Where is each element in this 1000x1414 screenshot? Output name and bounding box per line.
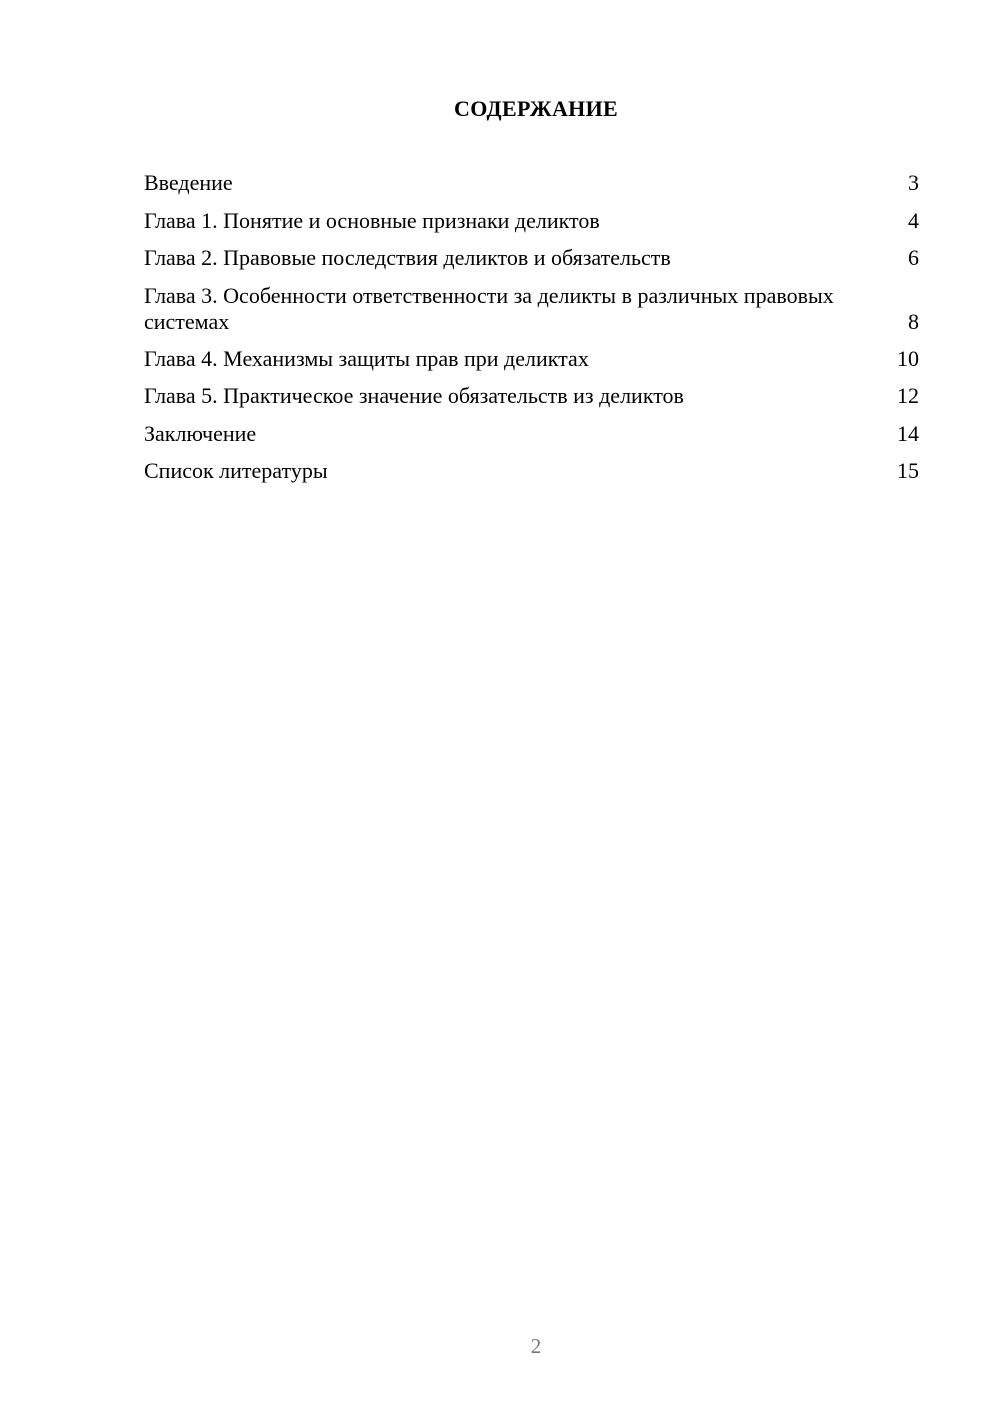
toc-entry-title: Глава 5. Практическое значение обязательств из деликтов	[144, 383, 684, 408]
toc-entry-title: Глава 3. Особенности ответственности за деликты в различных правовых системах	[144, 282, 834, 334]
toc-entry-chapter-1	[144, 208, 919, 234]
toc-entry-page: 8	[908, 308, 919, 334]
toc-heading: СОДЕРЖАНИЕ	[454, 96, 618, 121]
toc-entry-title: Введение	[144, 170, 233, 195]
toc-entry-page: 15	[897, 458, 919, 483]
toc-entry-page: 10	[897, 345, 919, 371]
toc-entry-page: 3	[908, 170, 919, 195]
page-number: 2	[530, 1334, 542, 1358]
toc-entry-page: 6	[908, 245, 919, 270]
toc-entry-page: 4	[908, 207, 919, 233]
toc-entry-title: Глава 1. Понятие и основные признаки деликтов	[144, 207, 600, 233]
toc-entry-chapter-2	[144, 245, 919, 271]
toc-entry-title: Глава 2. Правовые последствия деликтов и обязательств	[144, 245, 671, 270]
toc-entry-chapter-4	[144, 346, 919, 372]
toc-entry-title: Заключение	[144, 420, 257, 446]
toc-entry-introduction	[144, 170, 919, 196]
table-of-contents	[144, 170, 919, 496]
toc-entry-page: 14	[897, 420, 919, 446]
toc-entry-title: Список литературы	[144, 458, 328, 483]
toc-entry-chapter-5	[144, 383, 919, 409]
toc-entry-references	[144, 458, 919, 484]
toc-entry-chapter-3	[144, 283, 919, 335]
toc-entry-conclusion	[144, 421, 919, 447]
toc-entry-title: Глава 4. Механизмы защиты прав при деликтах	[144, 345, 589, 371]
toc-entry-page: 12	[897, 383, 919, 408]
